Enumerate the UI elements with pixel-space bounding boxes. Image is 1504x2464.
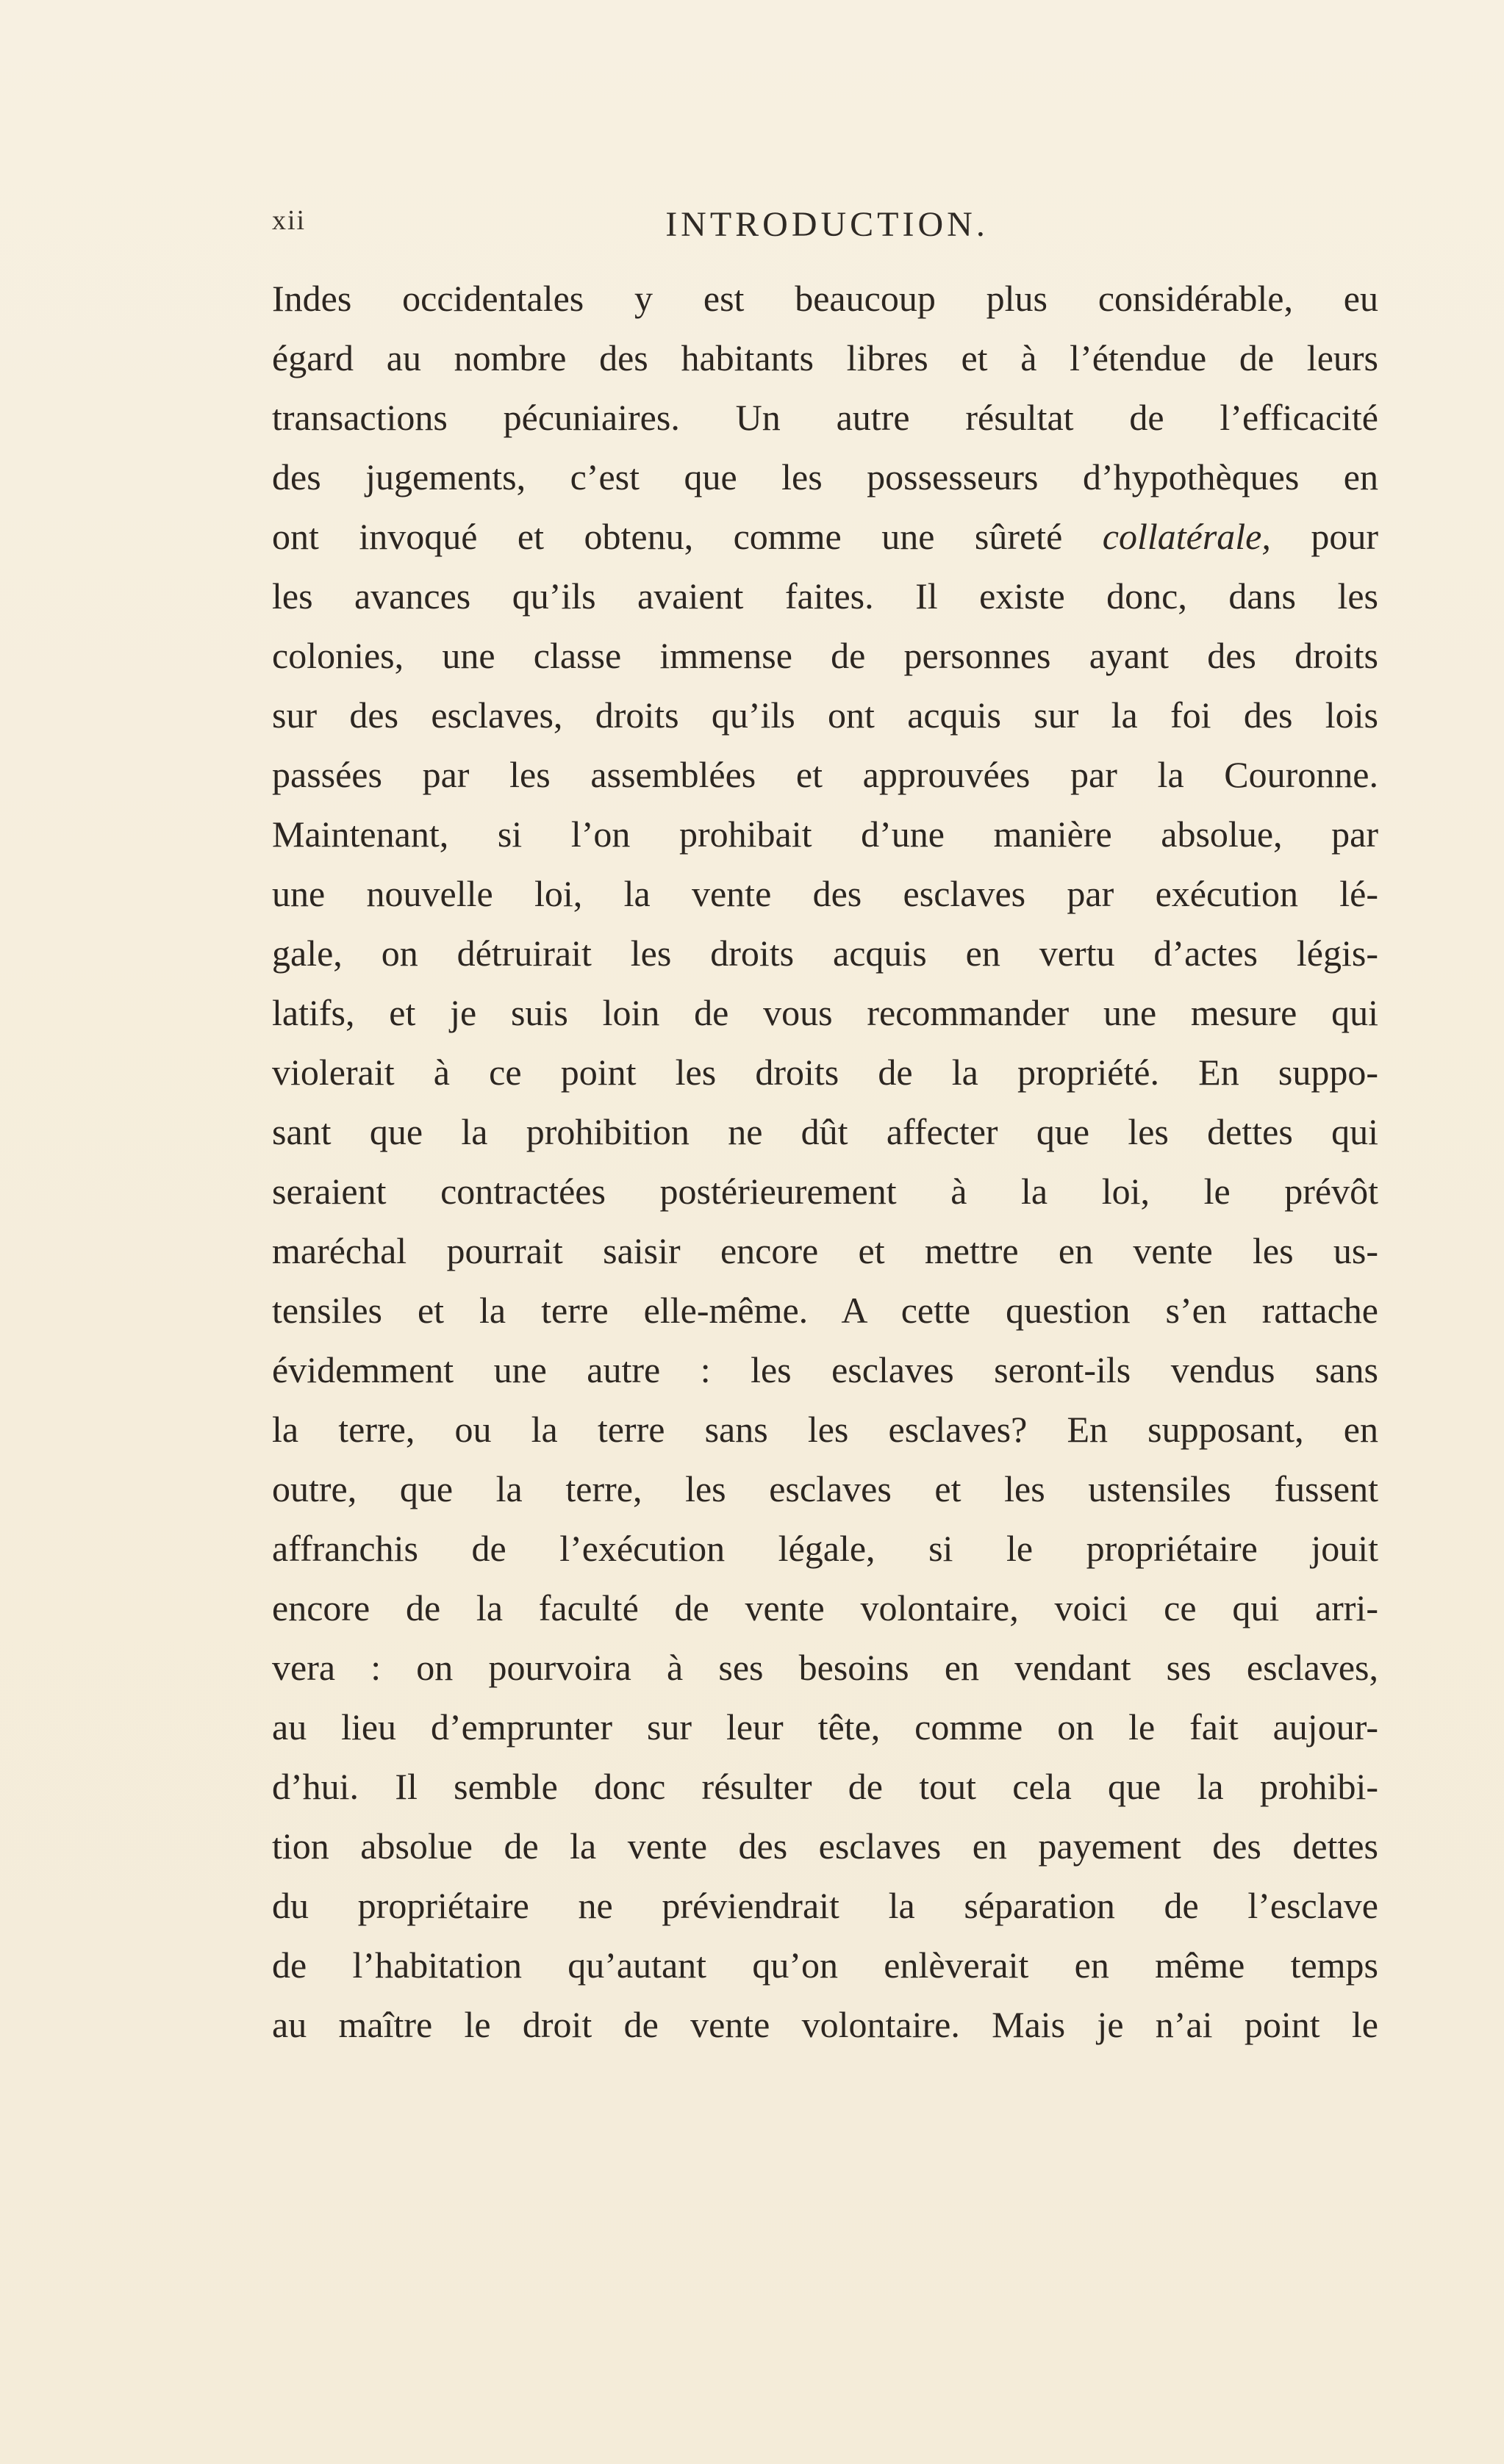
text-line: des jugements, c’est que les possesseurs d’hypothèques en bbox=[272, 456, 1378, 498]
text-line: d’hui. Il semble donc résulter de tout cela que la prohibi- bbox=[272, 1766, 1378, 1807]
text-line bbox=[272, 507, 1378, 567]
text-line: maréchal pourrait saisir encore et mettre en vente les us- bbox=[272, 1230, 1378, 1271]
text-line: égard au nombre des habitants libres et à l’étendue de leurs bbox=[272, 337, 1378, 378]
text-line: violerait à ce point les droits de la propriété. En suppo- bbox=[272, 1052, 1378, 1093]
text-line: au lieu d’emprunter sur leur tête, comme on le fait aujour- bbox=[272, 1706, 1378, 1748]
running-title: INTRODUCTION. bbox=[665, 205, 989, 244]
text-line: au maître le droit de vente volontaire. Mais je n’ai point le bbox=[272, 2004, 1378, 2045]
text-line: les avances qu’ils avaient faites. Il existe donc, dans les bbox=[272, 575, 1378, 617]
text-line: gale, on détruirait les droits acquis en vertu d’actes légis- bbox=[272, 933, 1378, 974]
text-line: de l’habitation qu’autant qu’on enlèverait en même temps bbox=[272, 1944, 1378, 1986]
text-line: transactions pécuniaires. Un autre résultat de l’efficacité bbox=[272, 397, 1378, 438]
italic-term: collatérale, bbox=[1102, 516, 1271, 557]
text-line: tion absolue de la vente des esclaves en payement des dettes bbox=[272, 1825, 1378, 1867]
text-line: colonies, une classe immense de personnes ayant des droits bbox=[272, 635, 1378, 676]
text-line: sant que la prohibition ne dût affecter que les dettes qui bbox=[272, 1111, 1378, 1152]
text-segment: pour bbox=[1311, 516, 1379, 557]
text-segment: ont invoqué et obtenu, comme une sûreté bbox=[272, 516, 1063, 557]
text-line: Indes occidentales y est beaucoup plus considérable, eu bbox=[272, 278, 1378, 319]
text-line: une nouvelle loi, la vente des esclaves par exécution lé- bbox=[272, 873, 1378, 914]
text-line: outre, que la terre, les esclaves et les ustensiles fussent bbox=[272, 1468, 1378, 1509]
text-line: affranchis de l’exécution légale, si le propriétaire jouit bbox=[272, 1528, 1378, 1569]
text-line: vera : on pourvoira à ses besoins en vendant ses esclaves, bbox=[272, 1647, 1378, 1688]
text-line: latifs, et je suis loin de vous recommander une mesure qui bbox=[272, 992, 1378, 1033]
body-text bbox=[272, 269, 1378, 2055]
text-line: encore de la faculté de vente volontaire, voici ce qui arri- bbox=[272, 1587, 1378, 1628]
text-line: passées par les assemblées et approuvées par la Couronne. bbox=[272, 754, 1378, 795]
page-header bbox=[272, 204, 1382, 256]
text-line: la terre, ou la terre sans les esclaves? En supposant, en bbox=[272, 1409, 1378, 1450]
text-line: tensiles et la terre elle-même. A cette question s’en rattache bbox=[272, 1290, 1378, 1331]
text-line: évidemment une autre : les esclaves seront-ils vendus sans bbox=[272, 1349, 1378, 1390]
page-number: xii bbox=[272, 205, 307, 236]
text-line: seraient contractées postérieurement à la loi, le prévôt bbox=[272, 1171, 1378, 1212]
text-line: Maintenant, si l’on prohibait d’une manière absolue, par bbox=[272, 813, 1378, 855]
text-line: du propriétaire ne préviendrait la séparation de l’esclave bbox=[272, 1885, 1378, 1926]
text-line: sur des esclaves, droits qu’ils ont acquis sur la foi des lois bbox=[272, 694, 1378, 736]
